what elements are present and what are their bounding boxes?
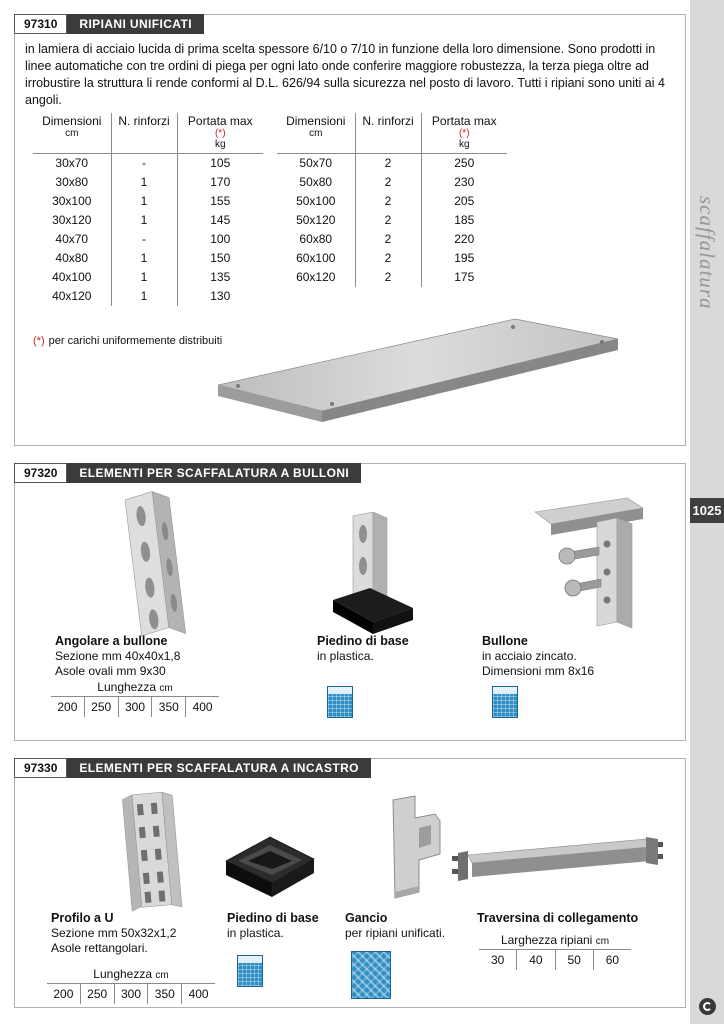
bullone-illustration	[477, 494, 647, 634]
table-row	[33, 154, 263, 173]
cell-rinf: 2	[355, 268, 421, 287]
lengths-label	[47, 967, 215, 984]
cell-rinf: 1	[111, 268, 177, 287]
sidebar-category-label: scaffalatura	[695, 196, 719, 310]
cell-dim: 30x80	[55, 175, 89, 189]
table-row	[277, 192, 507, 211]
footnote-text: per carichi uniformemente distribuiti	[48, 335, 223, 347]
product-angolare	[55, 634, 180, 679]
width-value: 60	[593, 950, 631, 970]
cell-dim: 50x80	[299, 175, 333, 189]
section-ripiani-unificati	[14, 14, 686, 446]
col-label: Portata max	[187, 114, 253, 128]
cell-rinf: 2	[355, 173, 421, 192]
traversina-illustration	[450, 827, 665, 902]
cell-dim: 50x70	[299, 156, 333, 171]
product-name: Profilo a U	[51, 911, 114, 925]
cell-dim: 60x120	[296, 270, 336, 284]
cell-dim: 40x120	[52, 289, 92, 303]
col-header-dimensioni	[33, 113, 111, 154]
product-name: Piedino di base	[227, 911, 319, 925]
product-traversina	[477, 911, 638, 926]
cell-portata: 130	[177, 287, 263, 306]
product-bullone	[482, 634, 594, 679]
table-row	[277, 268, 507, 287]
section-code-badge: 97310	[14, 14, 67, 34]
col-label: N. rinforzi	[118, 114, 170, 128]
cell-portata: 135	[177, 268, 263, 287]
col-header-portata	[421, 113, 507, 154]
cell-rinf: 1	[111, 192, 177, 211]
cell-portata: 155	[177, 192, 263, 211]
length-value: 250	[84, 697, 118, 717]
table-row	[277, 173, 507, 192]
cell-dim: 30x100	[52, 194, 92, 208]
cell-dim: 50x120	[296, 213, 336, 227]
col-unit: kg	[458, 139, 470, 150]
col-label: Dimensioni	[42, 114, 102, 128]
product-piedino	[227, 911, 319, 941]
cell-rinf: 1	[111, 287, 177, 306]
cell-rinf: 2	[355, 211, 421, 230]
product-profilo-u	[51, 911, 176, 956]
cell-portata: 145	[177, 211, 263, 230]
length-value: 300	[114, 984, 148, 1004]
product-spec-line: Asole rettangolari.	[51, 941, 148, 955]
length-value: 350	[151, 697, 185, 717]
product-name: Piedino di base	[317, 634, 409, 648]
cell-portata: 205	[421, 192, 507, 211]
cell-rinf: 2	[355, 192, 421, 211]
widths-label-text: Larghezza ripiani	[500, 933, 593, 947]
traversina-widths-table	[479, 933, 631, 970]
cell-dim: 30x70	[55, 156, 89, 171]
table-row	[33, 192, 263, 211]
product-spec-line: Sezione mm 40x40x1,8	[55, 649, 181, 663]
length-value: 250	[80, 984, 114, 1004]
cell-rinf: -	[111, 154, 177, 173]
table-row	[33, 287, 263, 306]
cell-rinf: 1	[111, 249, 177, 268]
piedino-plastica-illustration	[220, 831, 320, 911]
length-value: 400	[181, 984, 215, 1004]
cell-rinf: 2	[355, 230, 421, 249]
spec-table-left	[33, 113, 263, 306]
col-header-dimensioni	[277, 113, 355, 154]
cell-rinf: -	[111, 230, 177, 249]
section-title-bar: ELEMENTI PER SCAFFALATURA A BULLONI	[67, 463, 361, 483]
length-value: 400	[185, 697, 219, 717]
length-value: 200	[53, 987, 74, 1001]
section-title-bar: RIPIANI UNIFICATI	[67, 14, 204, 34]
table-row	[277, 230, 507, 249]
profilo-lengths-table	[47, 967, 215, 1004]
angolare-lengths-table	[51, 680, 219, 717]
length-value: 300	[118, 697, 152, 717]
table-header-row	[277, 113, 507, 154]
profilo-u-illustration	[113, 789, 198, 914]
col-header-rinforzi	[111, 113, 177, 154]
col-label: Dimensioni	[286, 114, 346, 128]
section-header	[14, 14, 204, 34]
package-icon	[351, 951, 391, 999]
section-description: in lamiera di acciaio lucida di prima scelta spessore 6/10 o 7/10 in funzione della loro dimensione. Sono prodotti in linee automatiche con tre ordini di piega per ogni lato onde conferire maggiore robustezza, la terza piega oltre ad irrobustire la struttura li rende conformi al D.L. 626/94 sulla sicurezza nel posto di lavoro. Tutti i ripiani sono uniti ai 4 angoli.	[25, 42, 665, 107]
cell-dim: 40x100	[52, 270, 92, 284]
cell-portata: 100	[177, 230, 263, 249]
width-value: 50	[555, 950, 593, 970]
lengths-label-text: Lunghezza	[97, 680, 157, 694]
cell-portata: 170	[177, 173, 263, 192]
product-spec-line: in plastica.	[227, 926, 284, 940]
cell-rinf: 2	[355, 249, 421, 268]
product-spec-line: Asole ovali mm 9x30	[55, 664, 166, 678]
table-row	[277, 154, 507, 173]
col-label: N. rinforzi	[362, 114, 414, 128]
col-footnote-marker: (*)	[458, 128, 470, 139]
table-row	[33, 173, 263, 192]
piedino-base-illustration	[315, 512, 425, 642]
product-name: Bullone	[482, 634, 528, 648]
table-row	[277, 249, 507, 268]
page-number-badge: 1025	[690, 498, 724, 523]
product-spec-line: Sezione mm 50x32x1,2	[51, 926, 177, 940]
publisher-logo-icon	[699, 998, 716, 1015]
cell-portata: 230	[421, 173, 507, 192]
cell-portata: 220	[421, 230, 507, 249]
package-icon	[327, 686, 353, 718]
col-unit: cm	[309, 128, 323, 139]
widths-unit: cm	[595, 936, 610, 947]
product-gancio	[345, 911, 445, 941]
widths-label	[479, 933, 631, 950]
angolare-illustration	[103, 489, 203, 639]
lengths-values	[51, 697, 219, 717]
col-label: Portata max	[431, 114, 497, 128]
table-row	[33, 211, 263, 230]
section-header	[14, 758, 371, 778]
product-spec-line: per ripiani unificati.	[345, 926, 446, 940]
cell-portata: 105	[177, 154, 263, 173]
product-piedino	[317, 634, 409, 664]
lengths-unit: cm	[155, 970, 169, 981]
lengths-unit: cm	[159, 683, 173, 694]
table-row	[33, 249, 263, 268]
cell-rinf: 1	[111, 173, 177, 192]
lengths-label-text: Lunghezza	[93, 967, 153, 981]
product-name: Gancio	[345, 911, 388, 925]
product-name: Angolare a bullone	[55, 634, 168, 648]
cell-portata: 195	[421, 249, 507, 268]
package-icon	[237, 955, 263, 987]
col-footnote-marker: (*)	[214, 128, 226, 139]
col-unit: cm	[65, 128, 79, 139]
table-footnote	[33, 335, 222, 347]
logo-c-arc	[703, 1002, 712, 1011]
col-header-rinforzi	[355, 113, 421, 154]
cell-rinf: 1	[111, 211, 177, 230]
gancio-illustration	[365, 794, 450, 909]
cell-portata: 185	[421, 211, 507, 230]
cell-dim: 40x70	[55, 232, 89, 246]
table-row	[33, 230, 263, 249]
section-header	[14, 463, 361, 483]
package-icon	[492, 686, 518, 718]
cell-portata: 250	[421, 154, 507, 173]
cell-portata: 150	[177, 249, 263, 268]
section-elementi-bulloni	[14, 463, 686, 741]
shelf-illustration	[210, 307, 630, 437]
cell-portata: 175	[421, 268, 507, 287]
footnote-marker: (*)	[33, 335, 45, 347]
product-spec-line: in acciaio zincato.	[482, 649, 577, 663]
table-header-row	[33, 113, 263, 154]
cell-dim: 60x100	[296, 251, 336, 265]
cell-dim: 30x120	[52, 213, 92, 227]
width-value: 40	[516, 950, 554, 970]
product-spec-line: Dimensioni mm 8x16	[482, 664, 595, 678]
col-unit: kg	[214, 139, 226, 150]
section-code-badge: 97320	[14, 463, 67, 483]
section-title-bar: ELEMENTI PER SCAFFALATURA A INCASTRO	[67, 758, 371, 778]
product-name: Traversina di collegamento	[477, 911, 639, 925]
cell-dim: 40x80	[55, 251, 89, 265]
widths-values	[479, 950, 631, 970]
spec-table-right	[277, 113, 507, 287]
length-value: 200	[57, 700, 78, 714]
section-code-badge: 97330	[14, 758, 67, 778]
lengths-label	[51, 680, 219, 697]
section-elementi-incastro	[14, 758, 686, 1008]
width-value: 30	[490, 953, 505, 967]
table-row	[33, 268, 263, 287]
cell-dim: 60x80	[299, 232, 333, 246]
cell-rinf: 2	[355, 154, 421, 173]
table-row	[277, 211, 507, 230]
product-spec-line: in plastica.	[317, 649, 374, 663]
length-value: 350	[147, 984, 181, 1004]
lengths-values	[47, 984, 215, 1004]
col-header-portata	[177, 113, 263, 154]
cell-dim: 50x100	[296, 194, 336, 208]
